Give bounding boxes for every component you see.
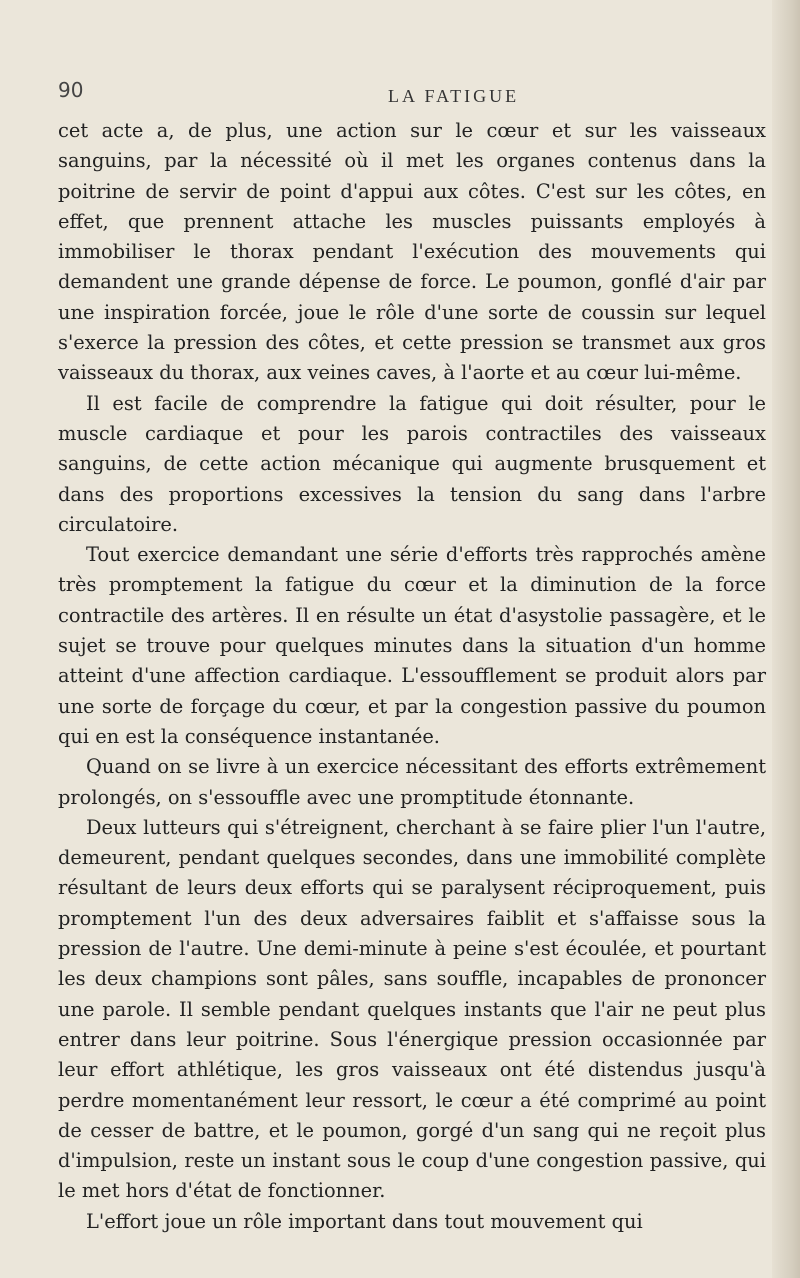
paragraph: Il est facile de comprendre la fatigue qui doit résulter, pour le muscle cardiaque et pour les parois contractiles des vaisseaux sanguins, de cette action mécanique qui augmente brusquement et dans des proportions excessives la tension du sang dans l'arbre circulatoire. xyxy=(58,391,766,536)
page-edge-shadow xyxy=(772,0,800,1278)
paragraph: Tout exercice demandant une série d'efforts très rapprochés amène très promptement la fatigue du cœur et la diminution de la force contractile des artères. Il en résulte un état d'asystolie passagère, et le sujet se trouve pour quelques minutes dans la situation d'un homme atteint d'une affection cardiaque. L'essoufflement se produit alors par une sorte de forçage du cœur, et par la congestion passive du poumon qui en est la conséquence instantanée. xyxy=(58,543,766,748)
running-title: LA FATIGUE xyxy=(388,86,520,106)
paragraph: Deux lutteurs qui s'étreignent, cherchant à se faire plier l'un l'autre, demeurent, pendant quelques secondes, dans une immobilité complète résultant de leurs deux efforts qui se paralysent réciproquement, puis promptement l'un des deux adversaires faiblit et s'affaisse sous la pression de l'autre. Une demi-minute à peine s'est écoulée, et pourtant les deux champions sont pâles, sans souffle, incapables de prononcer une parole. Il semble pendant quelques instants que l'air ne peut plus entrer dans leur poitrine. Sous l'énergique pression occasionnée par leur effort athlétique, les gros vaisseaux ont été distendus jusqu'à perdre momentanément leur ressort, le cœur a été comprimé au point de cesser de battre, et le poumon, gorgé d'un sang qui ne reçoit plus d'impulsion, reste un instant sous le coup d'une congestion passive, qui le met hors d'état de fonctionner. xyxy=(58,815,766,1203)
body-text xyxy=(58,116,766,1237)
paragraph: cet acte a, de plus, une action sur le cœur et sur les vaisseaux sanguins, par la nécessité où il met les organes contenus dans la poitrine de servir de point d'appui aux côtes. C'est sur les côtes, en effet, que prennent attache les muscles puissants employés à immobiliser le thorax pendant l'exécution des mouvements qui demandent une grande dépense de force. Le poumon, gonflé d'air par une inspiration forcée, joue le rôle d'une sorte de coussin sur lequel s'exerce la pression des côtes, et cette pression se transmet aux gros vaisseaux du thorax, aux veines caves, à l'aorte et au cœur lui-même. xyxy=(58,119,766,385)
page-header xyxy=(58,78,742,108)
paragraph: L'effort joue un rôle important dans tout mouvement qui xyxy=(86,1209,643,1233)
page-number: 90 xyxy=(58,78,84,102)
paragraph: Quand on se livre à un exercice nécessitant des efforts extrêmement prolongés, on s'essouffle avec une promptitude étonnante. xyxy=(58,755,766,809)
